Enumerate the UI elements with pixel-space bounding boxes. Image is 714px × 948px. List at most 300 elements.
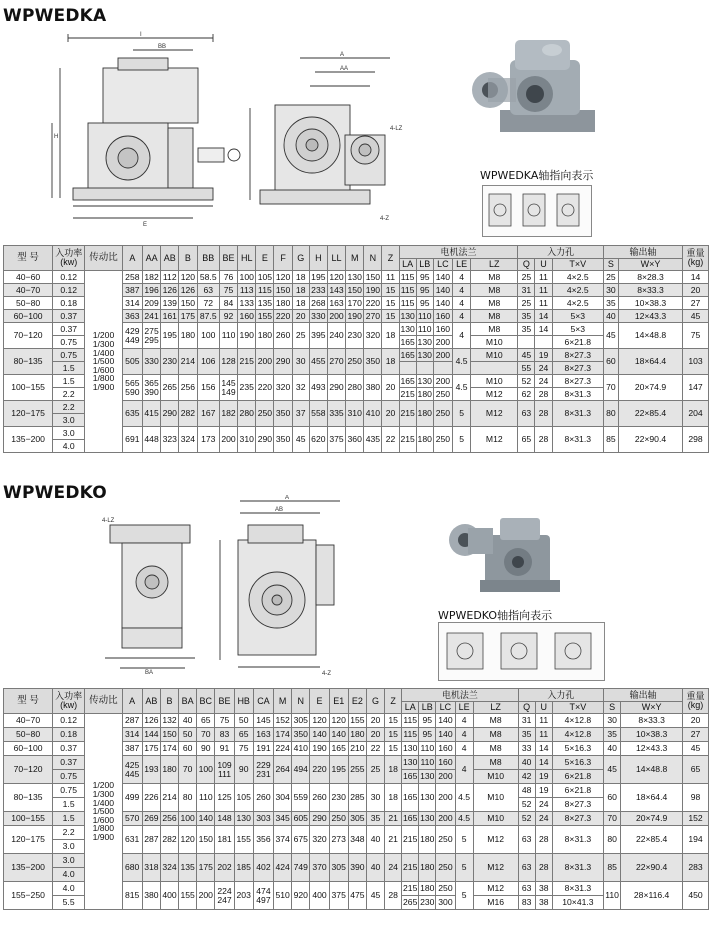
cell-dim: 15: [382, 284, 399, 297]
cell-le: 5: [455, 826, 473, 854]
cell-dim: 190: [310, 742, 329, 756]
header-B: B: [179, 246, 197, 271]
cell-motor: 130: [400, 323, 415, 334]
header-LE: LE: [453, 259, 471, 271]
cell-dim: 190: [347, 310, 362, 321]
cell-input: 55: [518, 362, 535, 375]
cell-dim: 139: [162, 297, 177, 308]
cell-input: 6×21.8: [552, 784, 603, 798]
cell-dim: 20: [382, 375, 399, 401]
cell-dim: 152: [274, 714, 292, 728]
cell-dim: 324: [179, 427, 197, 453]
cell-dim: 106: [197, 349, 219, 375]
svg-text:AB: AB: [275, 507, 284, 513]
cell-kw: 4.0: [53, 882, 85, 896]
cell-dim: 180: [348, 728, 366, 742]
cell-motor: [433, 362, 452, 375]
cell-kw: 1.5: [53, 798, 85, 812]
header-input-hole: 入力孔: [518, 246, 604, 259]
header-B: B: [160, 689, 178, 714]
cell-lz: M8: [473, 756, 518, 770]
header-LC: LC: [433, 259, 452, 271]
cell-weight: 14: [683, 271, 709, 284]
cell-dim: 815: [122, 882, 142, 910]
cell-dim: 200: [197, 882, 215, 910]
cell-dim: 565 590: [122, 375, 142, 401]
cell-input: 28: [535, 854, 552, 882]
cell-wy: 20×74.9: [618, 375, 682, 401]
header-ratio: 传动比: [85, 246, 122, 271]
cell-model: 135−200: [4, 854, 53, 882]
cell-dim: 220: [256, 375, 274, 401]
cell-dim: 40: [179, 714, 197, 728]
cell-motor: 200: [433, 349, 452, 362]
cell-dim: 109 111: [215, 756, 234, 784]
cell-dim: 120: [329, 714, 348, 728]
cell-lz: M12: [471, 388, 518, 401]
cell-dim: 202: [215, 854, 234, 882]
cell-dim: 195: [329, 756, 348, 784]
cell-dim: 215: [238, 349, 256, 375]
cell-dim: 126: [142, 714, 160, 728]
cell-dim: 185: [234, 854, 253, 882]
cell-input: 38: [535, 896, 552, 910]
cell-motor: 130: [419, 770, 436, 784]
cell-motor: 165: [400, 336, 415, 347]
cell-dim: 387: [122, 742, 142, 756]
cell-motor: 130: [417, 336, 432, 347]
cell-motor: 250: [433, 401, 452, 427]
cell-dim: 290: [274, 349, 292, 375]
cell-s: 80: [604, 826, 621, 854]
cell-input: 63: [518, 854, 535, 882]
cell-dim: 45: [292, 427, 309, 453]
cell-le: 4.5: [455, 812, 473, 826]
cell-dim: 110: [197, 784, 215, 812]
cell-wy: 18×64.4: [621, 784, 683, 812]
cell-weight: 147: [683, 375, 709, 401]
cell-weight: 152: [683, 812, 709, 826]
cell-dim: 155: [179, 882, 197, 910]
cell-dim: 170: [347, 297, 362, 308]
cell-dim: 270: [327, 349, 345, 375]
cell-s: 40: [604, 742, 621, 756]
cell-input: 5×3: [552, 323, 603, 336]
header-WY: W×Y: [618, 259, 682, 271]
cell-s: 85: [603, 427, 618, 453]
cell-input: 14: [535, 742, 552, 756]
cell-dim: 18: [385, 784, 402, 812]
cell-motor: 110: [417, 323, 432, 334]
cell-dim: 493: [309, 375, 327, 401]
cell-ratio: 1/200 1/300 1/400 1/500 1/600 1/800 1/900: [85, 271, 122, 453]
cell-dim: 173: [197, 427, 219, 453]
cell-motor: 215: [399, 401, 416, 427]
cell-input: 19: [535, 349, 552, 362]
cell-dim: 390: [348, 854, 366, 882]
wpwedka-product-photo: [470, 32, 600, 150]
cell-dim: 163: [329, 297, 344, 308]
header-A: A: [122, 689, 142, 714]
cell-input: 11: [535, 728, 552, 742]
cell-dim: 210: [348, 742, 366, 756]
cell-dim: 303: [253, 812, 273, 826]
cell-dim: 230: [161, 349, 179, 375]
cell-wy: 12×43.3: [621, 742, 683, 756]
cell-input: 28: [535, 826, 552, 854]
table-row: [4, 714, 709, 728]
cell-model: 40−70: [4, 284, 53, 297]
cell-dim: 200: [256, 349, 274, 375]
cell-weight: 204: [683, 401, 709, 427]
cell-input: 6×21.8: [552, 770, 603, 784]
cell-kw: 0.37: [53, 742, 85, 756]
cell-dim: 175: [142, 742, 160, 756]
cell-motor: 115: [400, 284, 415, 295]
header-AB: AB: [142, 689, 160, 714]
header-N: N: [292, 689, 310, 714]
cell-motor: 160: [433, 323, 452, 336]
cell-dim: 84: [219, 297, 237, 310]
cell-motor: 115: [400, 297, 415, 308]
cell-dim: 424: [274, 854, 292, 882]
svg-text:4-Z: 4-Z: [322, 671, 331, 677]
cell-dim: 120: [179, 826, 197, 854]
cell-dim: 260: [253, 784, 273, 812]
cell-motor: 180: [416, 427, 433, 453]
wpwedka-spec-table: [3, 245, 709, 453]
cell-dim: 380: [364, 375, 382, 401]
cell-dim: 100: [179, 812, 197, 826]
cell-dim: 22: [366, 742, 384, 756]
header-LA: LA: [402, 702, 419, 714]
header-S: S: [603, 259, 618, 271]
svg-text:4-LZ: 4-LZ: [102, 518, 115, 524]
cell-input: 11: [535, 297, 552, 310]
cell-dim: 143: [329, 284, 344, 295]
cell-wy: 8×33.3: [621, 714, 683, 728]
cell-kw: 0.12: [53, 271, 85, 284]
cell-dim: 193: [142, 756, 160, 784]
cell-motor: 95: [416, 284, 433, 297]
header-AA: AA: [143, 246, 161, 271]
cell-dim: 90: [234, 756, 253, 784]
cell-dim: 220: [365, 297, 381, 308]
cell-dim: 310: [346, 401, 364, 427]
cell-s: 70: [603, 375, 618, 401]
cell-dim: 631: [122, 826, 142, 854]
cell-dim: 180: [275, 297, 291, 308]
cell-dim: 320: [364, 323, 382, 349]
cell-input: 4×2.5: [552, 284, 603, 297]
wpwedko-spec-table: [3, 688, 709, 910]
cell-motor: 265: [402, 896, 419, 910]
cell-le: 4: [453, 323, 471, 349]
cell-dim: 282: [179, 401, 197, 427]
cell-dim: 305: [329, 854, 348, 882]
cell-weight: 98: [683, 784, 709, 812]
cell-dim: 30: [292, 349, 309, 375]
cell-dim: 15: [382, 297, 399, 310]
cell-dim: 680: [122, 854, 142, 882]
svg-text:BB: BB: [158, 44, 167, 50]
header-output-shaft: 输出轴: [603, 246, 682, 259]
cell-input: 8×27.3: [552, 798, 603, 812]
cell-le: 4.5: [453, 375, 471, 401]
cell-le: 4.5: [453, 349, 471, 375]
cell-model: 100−155: [4, 375, 53, 401]
cell-dim: 324: [160, 854, 178, 882]
cell-motor: 215: [400, 388, 415, 399]
cell-dim: 11: [382, 271, 399, 284]
cell-dim: 18: [292, 297, 309, 310]
cell-weight: 194: [683, 826, 709, 854]
cell-lz: M8: [471, 284, 518, 297]
cell-weight: 75: [683, 323, 709, 349]
cell-motor: 140: [433, 271, 452, 284]
cell-dim: 130: [234, 812, 253, 826]
cell-weight: 45: [683, 310, 709, 323]
cell-motor: 95: [416, 271, 433, 284]
cell-weight: 298: [683, 427, 709, 453]
header-TV: T×V: [552, 702, 603, 714]
cell-dim: 448: [143, 427, 161, 453]
cell-dim: 120: [310, 714, 329, 728]
cell-dim: 175: [197, 854, 215, 882]
header-kw: 入功率 (kw): [53, 689, 85, 714]
cell-dim: 140: [310, 728, 329, 742]
cell-dim: 126: [180, 284, 196, 295]
cell-dim: 314: [122, 728, 142, 742]
wpwedko-front-drawing: [100, 510, 210, 675]
cell-input: [535, 336, 552, 349]
cell-dim: 181: [215, 826, 234, 854]
cell-lz: M10: [471, 349, 518, 362]
cell-dim: 22: [382, 427, 399, 453]
cell-dim: 374: [274, 826, 292, 854]
cell-dim: 140: [329, 728, 348, 742]
cell-dim: 18: [382, 349, 399, 375]
cell-input: 38: [535, 882, 552, 896]
cell-dim: 113: [238, 284, 256, 297]
cell-input: 8×31.3: [552, 388, 603, 401]
cell-dim: 190: [238, 323, 256, 349]
cell-wy: 10×38.3: [621, 728, 683, 742]
cell-dim: 285: [348, 784, 366, 812]
axis-direction-icons: [439, 623, 604, 680]
cell-dim: 230: [346, 323, 364, 349]
cell-dim: 160: [239, 310, 254, 321]
cell-dim: 15: [385, 714, 402, 728]
cell-dim: 415: [143, 401, 161, 427]
cell-model: 40−60: [4, 271, 53, 284]
cell-motor: 130: [402, 742, 419, 756]
cell-model: 50−80: [4, 297, 53, 310]
svg-text:I: I: [140, 32, 142, 38]
cell-dim: 145: [253, 714, 273, 728]
cell-dim: 40: [366, 854, 384, 882]
cell-le: 4: [453, 297, 471, 310]
cell-wy: 12×43.3: [618, 310, 682, 323]
cell-motor: 110: [419, 756, 436, 770]
cell-le: 4: [455, 728, 473, 742]
cell-dim: 350: [274, 401, 292, 427]
cell-dim: 21: [385, 826, 402, 854]
header-G: G: [366, 689, 384, 714]
cell-input: 4×2.5: [552, 271, 603, 284]
cell-dim: 273: [329, 826, 348, 854]
cell-dim: 475: [348, 882, 366, 910]
cell-input: 5×16.3: [552, 756, 603, 770]
cell-motor: 160: [433, 310, 452, 323]
cell-lz: M10: [471, 336, 518, 349]
cell-kw: 0.75: [53, 336, 85, 349]
cell-dim: 18: [292, 284, 309, 297]
header-HB: HB: [234, 689, 253, 714]
cell-dim: 135: [179, 854, 197, 882]
cell-input: 63: [518, 401, 535, 427]
cell-input: 45: [518, 349, 535, 362]
cell-kw: 0.75: [53, 349, 85, 362]
cell-input: 8×27.3: [552, 812, 603, 826]
cell-kw: 5.5: [53, 896, 85, 910]
cell-dim: 161: [162, 310, 177, 321]
wpwedko-axis-caption: WPWEDKO轴指向表示: [438, 609, 553, 622]
cell-dim: 270: [365, 310, 381, 321]
cell-s: 70: [604, 812, 621, 826]
cell-model: 155−250: [4, 882, 53, 910]
cell-dim: 15: [385, 742, 402, 756]
cell-dim: 150: [180, 297, 196, 308]
cell-dim: 20: [382, 401, 399, 427]
cell-motor: 115: [402, 714, 419, 728]
cell-dim: 105: [257, 271, 273, 282]
cell-dim: 18: [292, 271, 309, 284]
cell-motor: 250: [433, 388, 452, 401]
cell-model: 80−135: [4, 349, 53, 375]
cell-motor: 130: [419, 812, 436, 826]
cell-kw: 0.37: [53, 310, 85, 323]
cell-motor: 95: [416, 297, 433, 310]
cell-dim: 15: [385, 728, 402, 742]
cell-kw: 0.37: [53, 756, 85, 770]
cell-dim: 350: [274, 427, 292, 453]
cell-lz: M10: [473, 784, 518, 812]
svg-text:E: E: [143, 222, 148, 228]
header-WY: W×Y: [621, 702, 683, 714]
header-U: U: [535, 259, 552, 271]
cell-input: 24: [535, 798, 552, 812]
cell-input: 8×31.3: [552, 401, 603, 427]
cell-dim: 100: [197, 756, 215, 784]
cell-dim: 570: [122, 812, 142, 826]
cell-input: 35: [518, 323, 535, 336]
header-M: M: [346, 246, 364, 271]
cell-dim: 363: [122, 310, 142, 323]
cell-dim: 335: [327, 401, 345, 427]
header-BB: BB: [197, 246, 219, 271]
cell-motor: 165: [400, 349, 415, 360]
cell-dim: 203: [234, 882, 253, 910]
cell-dim: 182: [219, 401, 237, 427]
cell-kw: 3.0: [53, 840, 85, 854]
cell-dim: 305: [292, 714, 310, 728]
cell-dim: 365 390: [143, 375, 161, 401]
cell-dim: 559: [292, 784, 310, 812]
cell-dim: 148: [215, 812, 234, 826]
cell-kw: 0.75: [53, 784, 85, 798]
cell-dim: 240: [327, 323, 345, 349]
cell-lz: M8: [471, 310, 518, 323]
cell-dim: 70: [197, 728, 215, 742]
cell-kw: 2.2: [53, 388, 85, 401]
cell-dim: 558: [309, 401, 327, 427]
cell-input: 14: [535, 310, 552, 323]
cell-motor: 180: [419, 826, 436, 854]
cell-dim: 50: [234, 714, 253, 728]
cell-input: 25: [518, 297, 535, 310]
svg-text:A: A: [340, 52, 345, 58]
cell-input: 8×27.3: [552, 362, 603, 375]
cell-motor: 110: [419, 742, 436, 756]
cell-dim: 290: [161, 401, 179, 427]
cell-dim: 635: [122, 401, 142, 427]
cell-dim: 290: [310, 812, 329, 826]
cell-motor: 95: [419, 728, 436, 742]
cell-dim: 120: [329, 271, 344, 282]
cell-wy: 8×33.3: [618, 284, 682, 297]
cell-motor: 200: [436, 784, 455, 812]
cell-motor: 230: [419, 896, 436, 910]
cell-dim: 72: [197, 297, 219, 310]
cell-input: [518, 336, 535, 349]
cell-dim: 400: [310, 882, 329, 910]
wpwedko-product-photo: [440, 500, 570, 600]
cell-lz: M8: [471, 271, 518, 284]
cell-dim: 214: [179, 349, 197, 375]
cell-wy: 28×116.4: [621, 882, 683, 910]
cell-dim: 125: [215, 784, 234, 812]
cell-wy: 8×28.3: [618, 271, 682, 284]
cell-le: 5: [455, 854, 473, 882]
cell-input: 11: [535, 284, 552, 297]
cell-input: 63: [518, 826, 535, 854]
cell-lz: M12: [473, 826, 518, 854]
wpwedka-front-drawing: [48, 28, 253, 228]
cell-dim: 105: [234, 784, 253, 812]
cell-kw: 1.5: [53, 375, 85, 388]
cell-lz: M12: [473, 854, 518, 882]
cell-lz: M8: [471, 297, 518, 310]
cell-dim: 691: [122, 427, 142, 453]
cell-dim: 314: [122, 297, 142, 310]
cell-kw: 1.5: [53, 362, 85, 375]
cell-dim: 175: [180, 310, 196, 321]
cell-model: 60−100: [4, 310, 53, 323]
cell-input: 5×3: [552, 310, 603, 323]
cell-dim: 282: [160, 826, 178, 854]
cell-dim: 330: [143, 349, 161, 375]
cell-s: 45: [603, 323, 618, 349]
cell-motor: 250: [436, 826, 455, 854]
cell-input: 24: [535, 362, 552, 375]
cell-dim: 230: [329, 784, 348, 812]
cell-motor: 250: [433, 427, 452, 453]
cell-kw: 1.5: [53, 812, 85, 826]
cell-input: 63: [518, 882, 535, 896]
cell-s: 35: [604, 728, 621, 742]
cell-input: 52: [518, 812, 535, 826]
